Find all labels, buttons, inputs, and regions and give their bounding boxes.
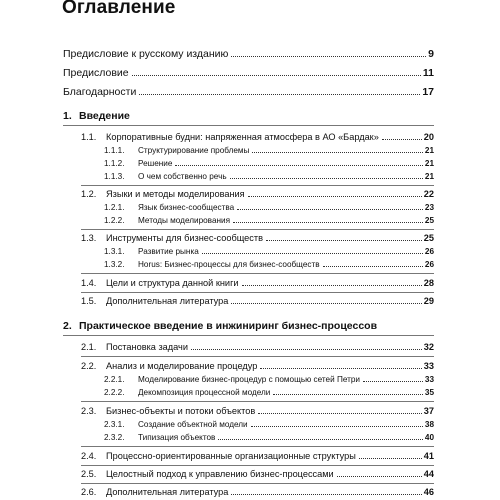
section-rule: [81, 446, 434, 447]
toc-subsection: [104, 433, 434, 443]
toc-subsection: [104, 146, 434, 156]
section-page: 28: [423, 278, 434, 288]
toc-section: [81, 451, 434, 462]
section-number: 2.3.: [81, 406, 97, 416]
entry-page: 11: [422, 67, 434, 79]
section-rule: [81, 273, 434, 274]
leader-dots: [233, 222, 423, 223]
subsection-page: 23: [424, 203, 434, 212]
section-rule: [81, 483, 434, 484]
leader-dots: [266, 240, 422, 241]
chapter-heading: [63, 110, 434, 122]
chapter-title: Практическое введение в инжиниринг бизнес-процессов: [79, 320, 378, 332]
section-title: Постановка задачи: [106, 342, 188, 352]
subsection-title: Моделирование бизнес-процедур с помощью сетей Петри: [138, 375, 360, 384]
subsection-number: 1.3.2.: [104, 260, 125, 269]
toc-section: [81, 189, 434, 200]
subsection-page: 40: [424, 433, 434, 442]
subsection-number: 2.3.1.: [104, 420, 125, 429]
subsection-number: 1.1.1.: [104, 146, 125, 155]
leader-dots: [337, 476, 422, 477]
leader-dots: [273, 394, 423, 395]
toc-subsection: [104, 159, 434, 169]
toc-entry-foreword-russian: [63, 48, 434, 60]
leader-dots: [382, 139, 422, 140]
toc-section: [81, 296, 434, 307]
leader-dots: [252, 152, 422, 153]
subsection-title: Структурирование проблемы: [138, 146, 250, 155]
toc-subsection: [104, 420, 434, 430]
section-title: Бизнес-объекты и потоки объектов: [106, 406, 256, 416]
chapter-number: 1.: [63, 110, 72, 122]
subsection-page: 21: [424, 172, 434, 181]
subsection-title: О чем собственно речь: [138, 172, 227, 181]
section-rule: [81, 356, 434, 357]
chapter-number: 2.: [63, 320, 72, 332]
chapter-rule: [63, 125, 434, 126]
toc-section: [81, 406, 434, 417]
toc-subsection: [104, 203, 434, 213]
section-page: 32: [423, 342, 434, 352]
subsection-number: 2.2.1.: [104, 375, 125, 384]
subsection-title: Развитие рынка: [138, 247, 199, 256]
section-title: Языки и методы моделирования: [106, 189, 245, 199]
leader-dots: [237, 209, 423, 210]
subsection-number: 2.3.2.: [104, 433, 125, 442]
leader-dots: [242, 285, 422, 286]
section-page: 25: [423, 233, 434, 243]
leader-dots: [139, 94, 420, 95]
toc-subsection: [104, 216, 434, 226]
section-rule: [81, 229, 434, 230]
section-title: Дополнительная литература: [106, 296, 229, 306]
chapter-heading: [63, 320, 434, 332]
toc-section: [81, 132, 434, 143]
leader-dots: [248, 196, 422, 197]
entry-page: 9: [428, 48, 434, 60]
section-title: Целостный подход к управлению бизнес-процессами: [106, 469, 334, 479]
subsection-page: 21: [424, 159, 434, 168]
subsection-page: 38: [424, 420, 434, 429]
chapter-rule: [63, 335, 434, 336]
subsection-page: 21: [424, 146, 434, 155]
section-page: 44: [423, 469, 434, 479]
leader-dots: [175, 165, 422, 166]
section-number: 2.4.: [81, 451, 97, 461]
section-title: Анализ и моделирование процедур: [106, 361, 258, 371]
leader-dots: [231, 494, 421, 495]
section-page: 41: [423, 451, 434, 461]
entry-page: 17: [422, 86, 434, 98]
section-title: Инструменты для бизнес-сообществ: [106, 233, 263, 243]
section-number: 1.2.: [81, 189, 97, 199]
subsection-title: Декомпозиция процессной модели: [138, 388, 271, 397]
page-title: Оглавление: [62, 0, 176, 18]
section-rule: [81, 185, 434, 186]
subsection-page: 35: [424, 388, 434, 397]
leader-dots: [258, 413, 422, 414]
section-number: 2.2.: [81, 361, 97, 371]
subsection-title: Язык бизнес-сообщества: [138, 203, 235, 212]
section-number: 1.3.: [81, 233, 97, 243]
section-number: 2.6.: [81, 487, 97, 497]
subsection-title: Horus: Бизнес-процессы для бизнес-сообществ: [138, 260, 320, 269]
toc-section: [81, 278, 434, 289]
section-page: 37: [423, 406, 434, 416]
section-page: 22: [423, 189, 434, 199]
leader-dots: [230, 178, 423, 179]
subsection-page: 26: [424, 247, 434, 256]
section-rule: [81, 465, 434, 466]
subsection-number: 1.2.2.: [104, 216, 125, 225]
section-title: Корпоративные будни: напряженная атмосфера в АО «Бардак»: [106, 132, 379, 142]
section-title: Дополнительная литература: [106, 487, 229, 497]
section-rule: [81, 292, 434, 293]
section-title: Цели и структура данной книги: [106, 278, 239, 288]
leader-dots: [132, 75, 421, 76]
section-number: 1.5.: [81, 296, 97, 306]
toc-subsection: [104, 172, 434, 182]
toc-entry-foreword: [63, 67, 434, 79]
leader-dots: [363, 381, 423, 382]
toc-section: [81, 233, 434, 244]
section-page: 20: [423, 132, 434, 142]
leader-dots: [359, 458, 422, 459]
subsection-title: Создание объектной модели: [138, 420, 248, 429]
leader-dots: [323, 266, 423, 267]
toc-subsection: [104, 260, 434, 270]
entry-text: Предисловие к русскому изданию: [63, 48, 229, 60]
section-number: 2.1.: [81, 342, 97, 352]
leader-dots: [231, 56, 426, 57]
toc-section: [81, 361, 434, 372]
subsection-page: 25: [424, 216, 434, 225]
toc-entry-acknowledgements: [63, 86, 434, 98]
toc-subsection: [104, 247, 434, 257]
subsection-number: 2.2.2.: [104, 388, 125, 397]
subsection-number: 1.1.2.: [104, 159, 125, 168]
leader-dots: [260, 368, 421, 369]
toc-section: [81, 469, 434, 480]
subsection-page: 26: [424, 260, 434, 269]
section-rule: [81, 401, 434, 402]
chapter-title: Введение: [79, 110, 130, 122]
section-number: 1.1.: [81, 132, 97, 142]
leader-dots: [251, 426, 423, 427]
subsection-page: 33: [424, 375, 434, 384]
leader-dots: [191, 349, 422, 350]
section-number: 1.4.: [81, 278, 97, 288]
subsection-title: Типизация объектов: [138, 433, 216, 442]
subsection-title: Методы моделирования: [138, 216, 231, 225]
subsection-number: 1.3.1.: [104, 247, 125, 256]
toc-subsection: [104, 375, 434, 385]
leader-dots: [202, 253, 423, 254]
section-page: 46: [423, 487, 434, 497]
leader-dots: [231, 303, 421, 304]
subsection-title: Решение: [138, 159, 173, 168]
entry-text: Предисловие: [63, 67, 129, 79]
entry-text: Благодарности: [63, 86, 137, 98]
section-page: 33: [423, 361, 434, 371]
toc-section: [81, 342, 434, 353]
toc-subsection: [104, 388, 434, 398]
section-page: 29: [423, 296, 434, 306]
subsection-number: 1.2.1.: [104, 203, 125, 212]
leader-dots: [218, 439, 423, 440]
section-number: 2.5.: [81, 469, 97, 479]
subsection-number: 1.1.3.: [104, 172, 125, 181]
toc-section: [81, 487, 434, 498]
section-title: Процессно-ориентированные организационные структуры: [106, 451, 356, 461]
